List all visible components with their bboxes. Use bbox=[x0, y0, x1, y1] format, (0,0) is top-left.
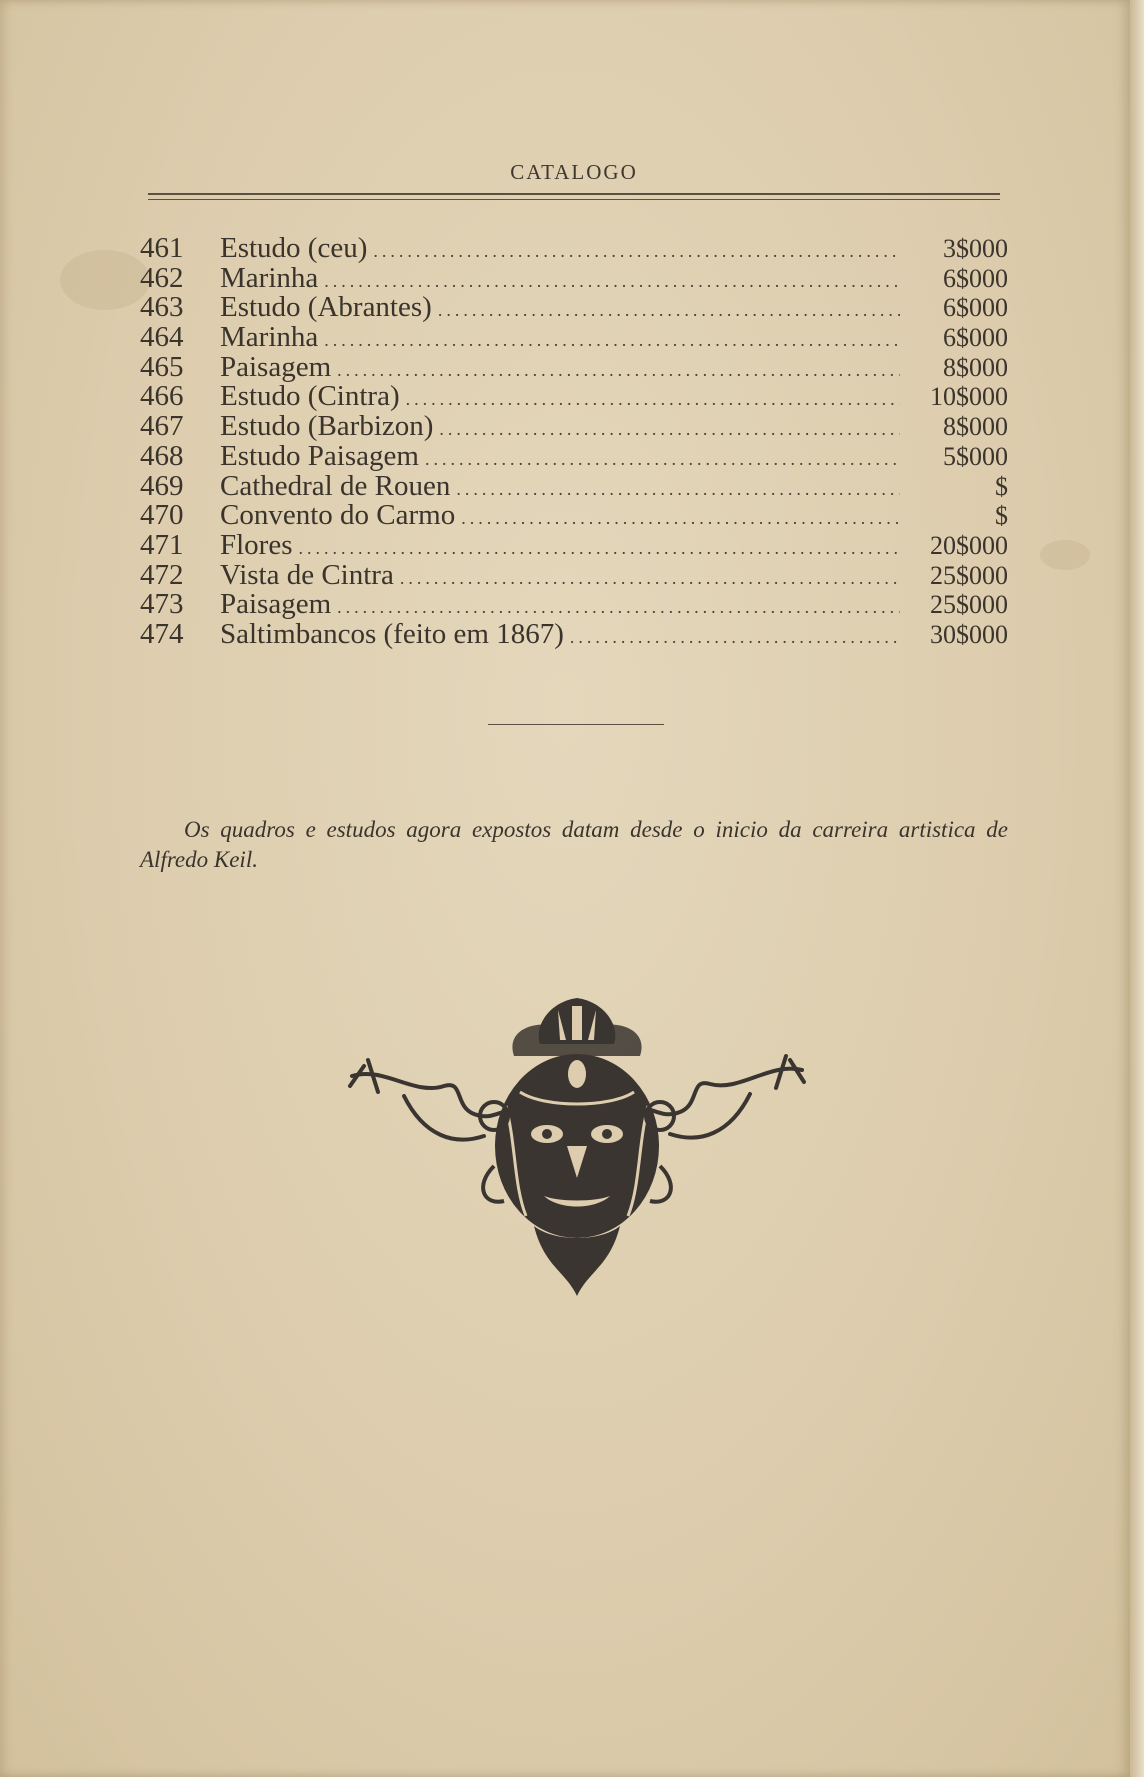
catalogue-list bbox=[140, 234, 1008, 650]
item-number: 465 bbox=[140, 350, 184, 383]
catalogue-row bbox=[140, 261, 1008, 294]
item-price: 10$000 bbox=[930, 382, 1008, 412]
item-price: 8$000 bbox=[943, 352, 1008, 382]
item-price: 20$000 bbox=[930, 530, 1008, 560]
dot-leader bbox=[400, 564, 900, 594]
item-title: Estudo (Barbizon) bbox=[220, 410, 434, 443]
item-number: 466 bbox=[140, 380, 184, 413]
item-number: 467 bbox=[140, 410, 184, 443]
item-title: Paisagem bbox=[220, 350, 332, 383]
item-number: 463 bbox=[140, 291, 184, 324]
item-number: 468 bbox=[140, 439, 184, 472]
item-number: 470 bbox=[140, 499, 184, 532]
item-title: Paisagem bbox=[220, 588, 332, 621]
item-price: 25$000 bbox=[930, 590, 1008, 620]
item-price: 30$000 bbox=[930, 619, 1008, 649]
paper-stain bbox=[60, 250, 150, 310]
item-price: 5$000 bbox=[943, 441, 1008, 471]
dot-leader bbox=[570, 623, 900, 653]
item-title: Estudo (Abrantes) bbox=[220, 291, 432, 324]
running-head: CATALOGO bbox=[510, 160, 638, 184]
item-price: 6$000 bbox=[943, 263, 1008, 293]
dot-leader bbox=[406, 385, 900, 415]
dot-leader bbox=[439, 415, 900, 445]
dot-leader bbox=[456, 475, 900, 505]
catalogue-row bbox=[140, 528, 1008, 561]
catalogue-row bbox=[140, 558, 1008, 591]
closing-note: Os quadros e estudos agora expostos datam desde o inicio da carreira artistica de Alfredo Keil. bbox=[140, 817, 1008, 872]
item-number: 472 bbox=[140, 558, 184, 591]
item-price: 3$000 bbox=[943, 234, 1008, 263]
item-price: $ bbox=[995, 501, 1008, 531]
item-price: 25$000 bbox=[930, 560, 1008, 590]
catalogue-row bbox=[140, 412, 1008, 442]
header-rule bbox=[148, 193, 1000, 200]
dot-leader bbox=[337, 356, 900, 386]
section-rule bbox=[488, 724, 664, 725]
item-title: Flores bbox=[220, 528, 293, 561]
item-number: 473 bbox=[140, 588, 184, 621]
grotesque-mask-ornament-icon bbox=[344, 996, 810, 1296]
dot-leader bbox=[373, 237, 900, 267]
catalogue-row bbox=[140, 501, 1008, 531]
page-edge bbox=[1130, 0, 1144, 1777]
item-title: Estudo Paisagem bbox=[220, 439, 419, 472]
catalogue-row bbox=[140, 469, 1008, 502]
item-price: 6$000 bbox=[943, 293, 1008, 323]
item-title: Estudo (Cintra) bbox=[220, 380, 400, 413]
item-number: 471 bbox=[140, 528, 184, 561]
catalogue-row bbox=[140, 350, 1008, 383]
item-title: Estudo (ceu) bbox=[220, 232, 368, 264]
item-number: 461 bbox=[140, 232, 184, 264]
item-title: Saltimbancos (feito em 1867) bbox=[220, 617, 564, 650]
item-title: Marinha bbox=[220, 261, 319, 294]
catalogue-row bbox=[140, 234, 1008, 264]
dot-leader bbox=[425, 445, 900, 475]
dot-leader bbox=[438, 296, 900, 326]
item-title: Convento do Carmo bbox=[220, 499, 456, 532]
item-number: 464 bbox=[140, 321, 184, 354]
item-price: 8$000 bbox=[943, 412, 1008, 442]
item-price: $ bbox=[995, 471, 1008, 501]
item-price: 6$000 bbox=[943, 323, 1008, 353]
catalogue-row bbox=[140, 323, 1008, 353]
item-number: 462 bbox=[140, 261, 184, 294]
item-title: Marinha bbox=[220, 321, 319, 354]
catalogue-row bbox=[140, 590, 1008, 620]
catalogue-row bbox=[140, 382, 1008, 412]
catalogue-row bbox=[140, 617, 1008, 650]
item-number: 474 bbox=[140, 617, 184, 650]
item-number: 469 bbox=[140, 469, 184, 502]
item-title: Vista de Cintra bbox=[220, 558, 394, 591]
catalogue-row bbox=[140, 439, 1008, 472]
item-title: Cathedral de Rouen bbox=[220, 469, 451, 502]
dot-leader bbox=[461, 504, 900, 534]
paper-stain bbox=[1040, 540, 1090, 570]
catalogue-row bbox=[140, 293, 1008, 323]
dot-leader bbox=[324, 326, 900, 356]
